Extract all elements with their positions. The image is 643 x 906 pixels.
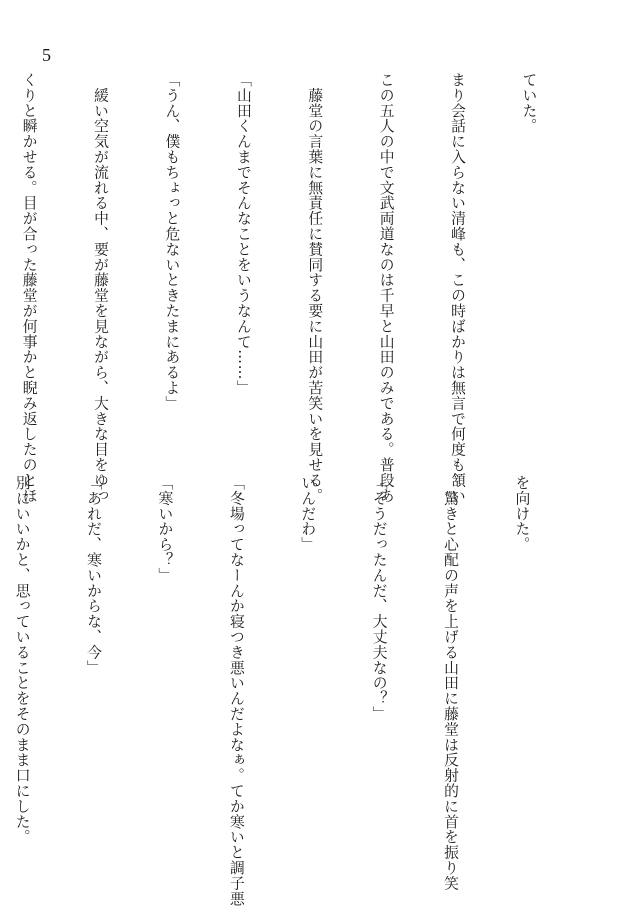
text-line: この五人の中で文武両道なのは千早と山田のみである。普段あ (377, 72, 395, 504)
text-line: 「うん、僕もちょっと危ないときたまにあるよ」 (163, 72, 181, 411)
text-line: くりと瞬かせる。目が合った藤堂が何事かと睨み返したのとほ (20, 72, 38, 504)
text-line: 別にいいかと、思っていることをそのまま口にした。 (13, 475, 31, 845)
text-line: まり会話に入らない清峰も、この時ばかりは無言で何度も頷い (449, 72, 467, 504)
text-line: 「寒いから？」 (156, 475, 174, 583)
upper-text-block (0, 72, 588, 504)
text-line: いんだわ」 (299, 475, 317, 552)
text-line: 緩い空気が流れる中、要が藤堂を見ながら、大きな目をゆっ (92, 72, 110, 504)
text-line: 驚きと心配の声を上げる山田に藤堂は反射的に首を振り笑 (442, 475, 460, 891)
page-number: 5 (42, 45, 51, 65)
text-line: 「山田くんまでそんなことをいうなんて……」 (234, 72, 252, 396)
text-line: 「冬場ってなーんか寝つき悪いんだよなぁ。てか寒いと調子悪 (227, 475, 245, 906)
text-line: ていた。 (520, 72, 538, 134)
text-line: 藤堂の言葉に無責任に賛同する要に山田が苦笑いを見せる。 (306, 72, 324, 504)
text-line: 「あれだ、寒いからな、今」 (85, 475, 103, 676)
text-line: 「そうだったんだ、大丈夫なの？」 (370, 475, 388, 722)
lower-text-block (0, 475, 581, 906)
text-line: を向けた。 (513, 475, 531, 552)
